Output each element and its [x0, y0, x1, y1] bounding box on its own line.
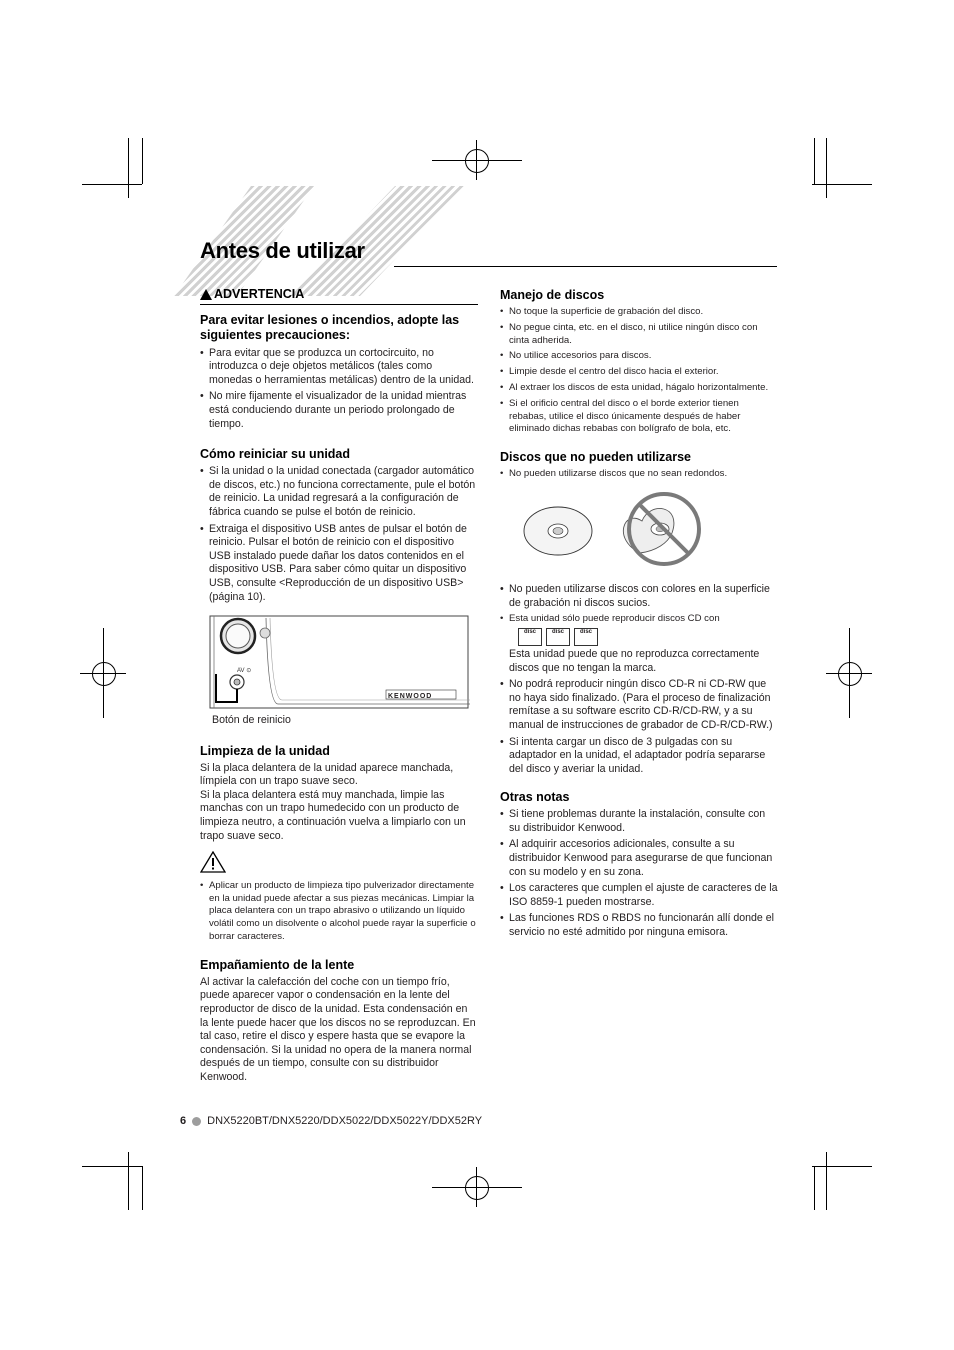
list-item: [500, 613, 778, 675]
compact-disc-logo-icon: disc: [518, 628, 542, 646]
list-item: • No podrá reproducir ningún disco CD-R ni CD-RW que no haya sido finalizado. (Para el proceso de finalización remítase a su software escrito CD-R/CD-RW, y a su manual de instrucciones de grabador de CD-R/CD-RW.): [500, 678, 778, 732]
caution-list: [200, 880, 478, 944]
disc-shapes: [500, 487, 770, 577]
cleaning-heading: Limpieza de la unidad: [200, 743, 330, 758]
disc-handling-list: [500, 306, 778, 436]
round-disc-illustration: [524, 507, 592, 555]
list-item: • Los caracteres que cumplen el ajuste de caracteres de la ISO 8859-1 pueden mostrarse.: [500, 882, 778, 909]
compact-disc-logo-icon: disc: [574, 628, 598, 646]
unusable-list-continued: [500, 583, 778, 776]
disc-handling-heading: Manejo de discos: [500, 288, 605, 302]
list-item: • Al extraer los discos de esta unidad, hágalo horizontalmente.: [500, 382, 778, 395]
page-footer: [180, 1115, 482, 1127]
device-illustration: [208, 614, 470, 710]
disc-illustrations: [500, 487, 770, 577]
cleaning-paragraph: Si la placa delantera de la unidad aparece manchada, límpiela con un trapo suave seco.: [200, 761, 454, 788]
reset-button-caption: Botón de reinicio: [212, 714, 291, 727]
unusable-list: [500, 468, 778, 481]
cleaning-paragraph: Si la placa delantera está muy manchada, limpie las manchas con un trapo humedecido con un producto de limpieza neutro, a continuación vuelva a limpiarlo con un trapo suave seco.: [200, 788, 466, 842]
list-item: • No mire fijamente el visualizador de la unidad mientras está conduciendo durante un periodo prolongado de tiempo.: [200, 390, 478, 431]
unusable-discs-heading: Discos que no pueden utilizarse: [500, 450, 692, 465]
page-number: 6: [180, 1115, 187, 1127]
warning-heading: [200, 288, 478, 305]
cd-logos: [518, 628, 778, 646]
page-title: Antes de utilizar: [200, 238, 365, 263]
cd-logo-note: Esta unidad sólo puede reproducir discos CD con: [509, 613, 720, 625]
list-item: • Las funciones RDS o RBDS no funcionarán allí donde el servicio no esté admitido por ninguna emisora.: [500, 912, 778, 939]
reset-list: [200, 465, 478, 604]
list-item: • Limpie desde el centro del disco hacia el exterior.: [500, 366, 778, 379]
list-item: • Extraiga el dispositivo USB antes de pulsar el botón de reinicio. Pulsar el botón de reinicio con el dispositivo USB instalado puede dañar los datos contenidos en el dispositivo USB. Para saber cómo quitar un dispositivo USB, consulte <Reproducción de un dispositivo USB> (página 10).: [200, 523, 478, 605]
other-notes-heading: Otras notas: [500, 790, 570, 805]
list-item: • Al adquirir accesorios adicionales, consulte a su distribuidor Kenwood para asegurarse de que funcionan con su modelo y en su zona.: [500, 838, 778, 879]
device-brand: KENWOOD: [388, 693, 433, 701]
warning-list: [200, 347, 478, 432]
warning-label: ADVERTENCIA: [214, 287, 305, 301]
list-item: • Si la unidad o la unidad conectada (cargador automático de discos, etc.) no funciona correctamente, pule el botón de reinicio. La unidad regresará a la configuración de fábrica cuando se pulse el botón de reinicio.: [200, 465, 478, 519]
left-column: [200, 288, 478, 1085]
right-column: [500, 288, 778, 943]
list-item: • No pueden utilizarse discos que no sean redondos.: [500, 468, 778, 481]
list-item: • No pegue cinta, etc. en el disco, ni utilice ningún disco con cinta adherida.: [500, 322, 778, 348]
other-notes-list: [500, 808, 778, 939]
caution-icon: [200, 851, 226, 873]
list-item: • No pueden utilizarse discos con colores en la superficie de grabación ni discos sucios.: [500, 583, 778, 610]
warning-subhead: Para evitar lesiones o incendios, adopte las siguientes precauciones:: [200, 312, 460, 343]
list-item: • Para evitar que se produzca un cortocircuito, no introduzca o deje objetos metálicos (tales como monedas o herramientas metálicas) dentro de la unidad.: [200, 347, 478, 388]
list-item: • Si el orificio central del disco o el borde exterior tienen rebabas, utilice el disco únicamente después de haber eliminado dichas rebabas con bolígrafo de bola, etc.: [500, 398, 778, 436]
title-rule: [394, 266, 777, 267]
reset-heading: Cómo reiniciar su unidad: [200, 447, 351, 462]
prohibited-heart-disc-icon: [623, 494, 699, 564]
list-item: • No toque la superficie de grabación del disco.: [500, 306, 778, 319]
svg-text:AV ⊙: AV ⊙: [237, 668, 252, 675]
page-dot-icon: [192, 1117, 201, 1126]
warning-icon: [200, 289, 212, 300]
lens-paragraph: Al activar la calefacción del coche con un tiempo frío, puede aparecer vapor o condensación en la lente del reproductor de disco de la unidad. Esta condensación en la lente puede hacer que los discos no se reproduzcan. En tal caso, retire el disco y espere hasta que se evapore la condensación. Si la unidad no opera de la manera normal después de un tiempo, consulte con su distribuidor Kenwood.: [200, 975, 476, 1083]
list-item: • Si tiene problemas durante la instalación, consulte con su distribuidor Kenwood.: [500, 808, 778, 835]
model-list: DNX5220BT/DNX5220/DDX5022/DDX5022Y/DDX52RY: [207, 1115, 483, 1127]
list-item: • No utilice accesorios para discos.: [500, 350, 778, 363]
list-item: • Si intenta cargar un disco de 3 pulgadas con su adaptador en la unidad, el adaptador podría separarse del disco y averiar la unidad.: [500, 736, 778, 777]
list-item: • Aplicar un producto de limpieza tipo pulverizador directamente en la unidad puede afectar a sus piezas mecánicas. Limpiar la placa delantera con un trapo abrasivo o utilizando un líquido volátil como un disolvente o alcohol puede rayar la superficie o borrar caracteres.: [200, 880, 478, 944]
compact-disc-logo-icon: disc: [546, 628, 570, 646]
lens-heading: Empañamiento de la lente: [200, 957, 355, 972]
no-mark-note: Esta unidad puede que no reproduzca correctamente discos que no tengan la marca.: [509, 647, 760, 674]
